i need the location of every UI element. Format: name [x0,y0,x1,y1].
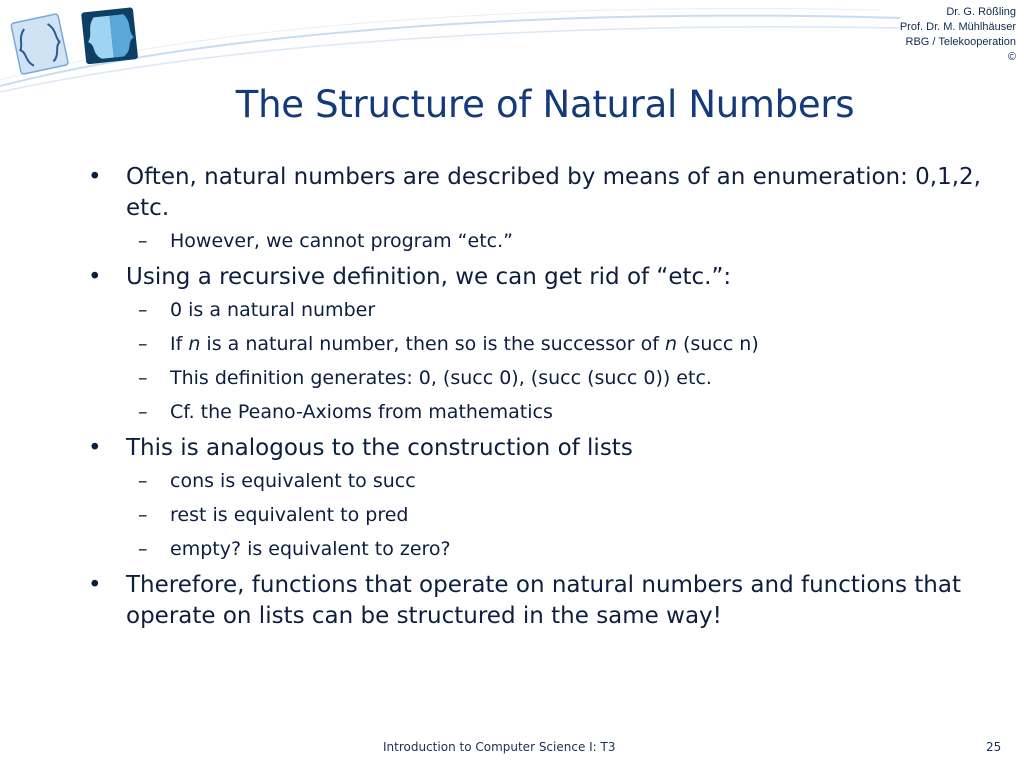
credit-line: RBG / Telekooperation [905,36,1016,48]
sub-bullet-text: cons is equivalent to succ [170,470,416,492]
page-number: 25 [986,740,1002,754]
sub-bullet-item [88,331,1008,358]
sub-bullet-item [88,297,1008,324]
footer-course-title: Introduction to Computer Science I: T3 [383,740,616,754]
bullet-item [88,262,1008,293]
bullet-item [88,570,1008,632]
sub-bullet-text: This definition generates: 0, (succ 0), (succ (succ 0)) etc. [170,367,712,389]
dash-marker: – [138,367,148,389]
credit-line: © [1007,51,1016,63]
bullet-item [88,162,1008,224]
bullet-text: This is analogous to the construction of lists [126,435,633,461]
slide-body [88,162,1008,636]
bullet-text: Using a recursive definition, we can get rid of “etc.”: [126,264,732,290]
dash-marker: – [138,401,148,423]
sub-bullet-text: empty? is equivalent to zero? [170,538,451,560]
sub-bullet-item [88,365,1008,392]
slide-title: The Structure of Natural Numbers [235,83,855,126]
bullet-text: Therefore, functions that operate on natural numbers and functions that operate on lists can be structured in the same way! [126,572,961,629]
variable-n: n [188,333,201,355]
bullet-marker: • [88,572,102,598]
variable-n: n [664,333,677,355]
credit-line: Prof. Dr. M. Mühlhäuser [899,21,1016,33]
text-run: (succ n) [676,333,759,355]
sub-bullet-text: rest is equivalent to pred [170,504,409,526]
sub-bullet-text: However, we cannot program “etc.” [170,230,513,252]
faces-logo-icon [8,6,143,78]
sub-bullet-item [88,536,1008,563]
author-credits [900,5,1016,65]
credit-line: Dr. G. Rößling [946,6,1016,18]
sub-bullet-text: 0 is a natural number [170,299,376,321]
text-run: If [170,333,189,355]
sub-bullet-item [88,399,1008,426]
sub-bullet-item [88,228,1008,255]
dash-marker: – [138,538,148,560]
dash-marker: – [138,299,148,321]
bullet-marker: • [88,164,102,190]
sub-bullet-text [170,333,759,355]
bullet-marker: • [88,264,102,290]
dash-marker: – [138,333,148,355]
sub-bullet-item [88,502,1008,529]
dash-marker: – [138,470,148,492]
bullet-item [88,433,1008,464]
bullet-marker: • [88,435,102,461]
bullet-text: Often, natural numbers are described by means of an enumeration: 0,1,2, etc. [126,164,981,221]
sub-bullet-item [88,468,1008,495]
sub-bullet-text: Cf. the Peano-Axioms from mathematics [170,401,553,423]
dash-marker: – [138,230,148,252]
text-run: is a natural number, then so is the successor of [200,333,665,355]
dash-marker: – [138,504,148,526]
